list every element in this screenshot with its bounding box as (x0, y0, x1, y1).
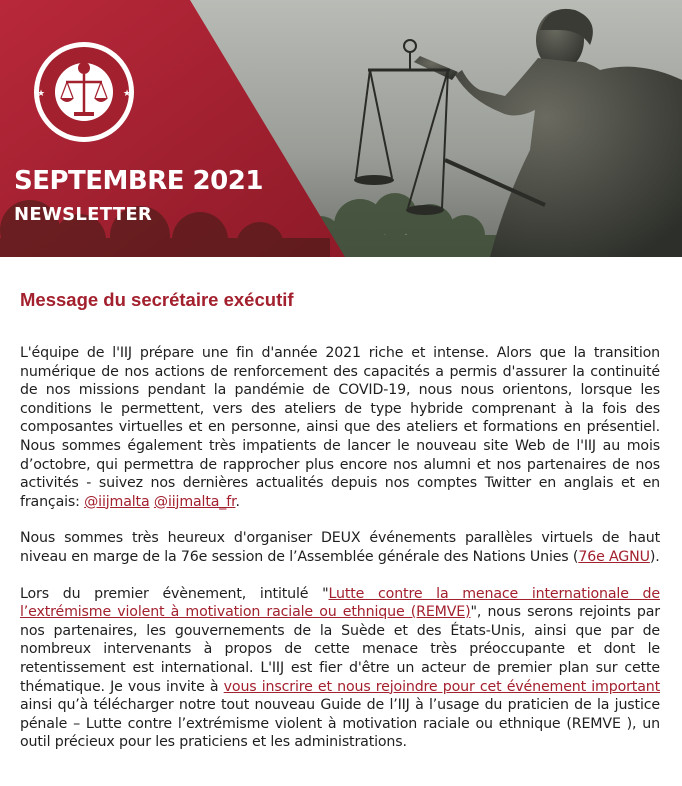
remve-event-link[interactable]: Lutte contre la menace internationale de l’extrémisme violent à motivation raciale ou ethnique (REMVE) (20, 585, 660, 621)
paragraph-1 (20, 344, 660, 511)
paragraph-3-start: Lors du premier évènement, intitulé " (20, 585, 329, 602)
paragraph-3 (20, 585, 660, 752)
paragraph-2-end: ). (649, 548, 660, 565)
newsletter-title: SEPTEMBRE 2021 (14, 166, 263, 196)
svg-text:★: ★ (123, 89, 132, 99)
newsletter-header (0, 0, 682, 257)
newsletter-body (0, 289, 682, 752)
paragraph-3-middle: ", nous serons rejoints par nos partenaires, les gouvernements de la Suède et des États-Unis, ainsi que par de nombreux intervenants à propos de cette menace très préoccupante et dont le retentissement est international. L'IIJ est fier d'être un acteur de premier plan sur cette thématique. Je vous invite à (20, 604, 660, 695)
newsletter-subtitle: NEWSLETTER (14, 204, 153, 225)
iij-logo (30, 38, 138, 146)
twitter-link-iijmalta[interactable]: @iijmalta (84, 493, 150, 510)
twitter-link-iijmalta-fr[interactable]: @iijmalta_fr (153, 493, 236, 510)
paragraph-2 (20, 529, 660, 566)
paragraph-1-text: L'équipe de l'IIJ prépare une fin d'année 2021 riche et intense. Alors que la transition numérique de nos actions de renforcement des capacités a permis d'assurer la continuité de nos missions pendant la pandémie de COVID-19, nous nous orientons, lorsque les conditions le permettent, vers des ateliers de type hybride comprenant à la fois des composantes virtuelles et en personne, ainsi que des ateliers et formations en présentiel. Nous sommes également très impatients de lancer le nouveau site Web de l'IIJ au mois d’octobre, qui permettra de rapprocher plus encore nos alumni et nos partenaires de nos activités - suivez nos dernières actualités depuis nos comptes Twitter en anglais et en français: (20, 345, 660, 510)
paragraph-1-end: . (235, 493, 240, 510)
register-event-link[interactable]: vous inscrire et nous rejoindre pour cet événement important (223, 678, 661, 695)
paragraph-2-text: Nous sommes très heureux d'organiser DEUX événements parallèles virtuels de haut niveau en marge de la 76e session de l’Assemblée générale des Nations Unies ( (20, 530, 660, 565)
paragraph-3-end: ainsi qu’à télécharger notre tout nouveau Guide de l’IIJ à l’usage du praticien de la justice pénale – Lutte contre l’extrémisme violent à motivation raciale ou ethnique (REMVE ), un outil précieux pour les praticiens et les administrations. (20, 697, 660, 751)
svg-text:★: ★ (37, 89, 46, 99)
section-heading: Message du secrétaire exécutif (20, 289, 294, 310)
agnu-link[interactable]: 76e AGNU (578, 548, 650, 565)
